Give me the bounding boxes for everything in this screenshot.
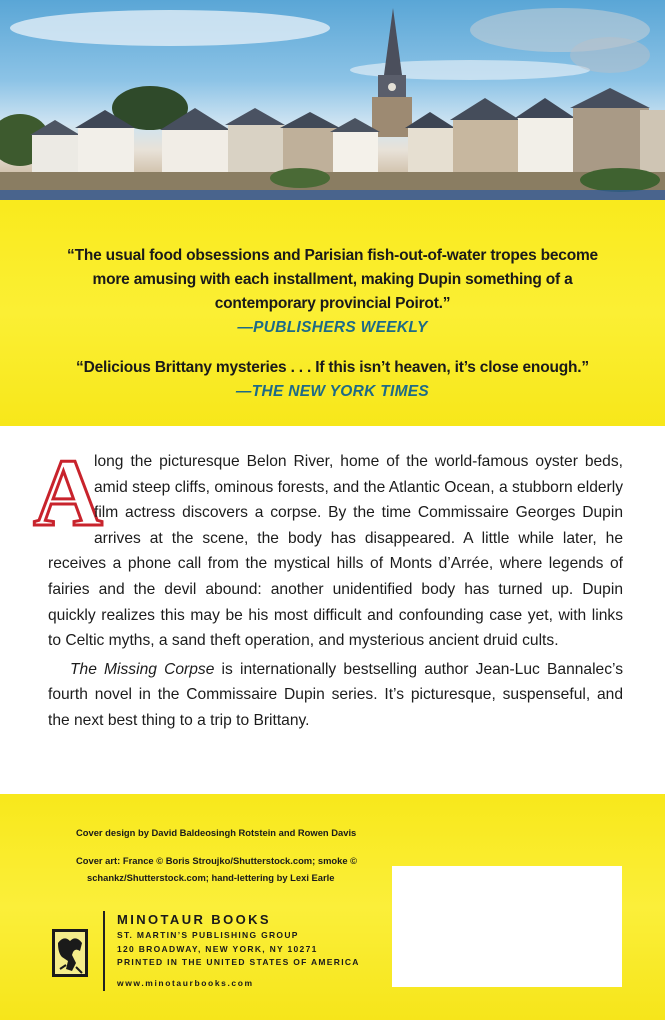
book-title-italic: The Missing Corpse: [70, 660, 215, 678]
book-description: [33, 439, 623, 734]
review-quote-1: [60, 244, 605, 340]
cover-credits: [76, 824, 386, 886]
quote-2-text: “Delicious Brittany mysteries . . . If this isn’t heaven, it’s close enough.”: [76, 359, 589, 376]
description-paragraph-2-text: is internationally bestselling author Jean-Luc Bannalec’s fourth novel in the Commissaire Dupin series. It’s picturesque, suspenseful, and the next best thing to a trip to Brittany.: [48, 660, 623, 729]
quote-1-text: “The usual food obsessions and Parisian fish-out-of-water tropes become more amusing with each installment, making Dupin something of a contemporary provincial Poirot.”: [67, 247, 598, 312]
publisher-website-link[interactable]: www.minotaurbooks.com: [117, 977, 254, 988]
barcode-area: [392, 866, 622, 987]
cover-design-credit: Cover design by David Baldeosingh Rotstein and Rowen Davis: [76, 827, 357, 838]
svg-text:A: A: [33, 439, 103, 546]
drop-cap-letter: [33, 439, 103, 546]
town-skyline-photo: [0, 0, 665, 200]
publisher-group: ST. MARTIN’S PUBLISHING GROUP: [117, 930, 299, 940]
publisher-address: 120 BROADWAY, NEW YORK, NY 10271: [117, 943, 318, 954]
town-skyline-illustration: [0, 0, 665, 200]
review-quote-2: [60, 356, 605, 404]
publisher-footer: [0, 794, 665, 1020]
description-paragraph-1: [33, 439, 623, 654]
printed-in: PRINTED IN THE UNITED STATES OF AMERICA: [117, 957, 360, 967]
review-quotes-panel: [0, 200, 665, 426]
cover-art-credit-line-1: Cover art: France © Boris Stroujko/Shutterstock.com; smoke ©: [76, 855, 358, 866]
description-paragraph-2: [48, 657, 623, 734]
publisher-info: [117, 911, 360, 990]
divider-line: [103, 911, 105, 991]
quote-2-attribution: —THE NEW YORK TIMES: [235, 383, 430, 400]
quote-1-attribution: —PUBLISHERS WEEKLY: [237, 319, 428, 336]
minotaur-logo-icon: [52, 929, 88, 977]
cover-art-credit-line-2: schankz/Shutterstock.com; hand-lettering by Lexi Earle: [87, 872, 335, 883]
description-paragraph-1-text: long the picturesque Belon River, home of the world-famous oyster beds, amid steep cliffs, ominous forests, and the Atlantic Ocean, a stubborn elderly film actress discovers a corpse. By the time Commissaire Georges Dupin arrives at the scene, the body has disappeared. A little while later, he receives a phone call from the mystical hills of Monts d’Arrée, where legends of fairies and the devil abound: another unidentified body has turned up. Dupin quickly realizes this may be his most difficult and confounding case yet, with links to Celtic myths, a sand theft operation, and mysterious ancient druid cults.: [48, 453, 623, 650]
publisher-name: MINOTAUR BOOKS: [117, 912, 271, 927]
